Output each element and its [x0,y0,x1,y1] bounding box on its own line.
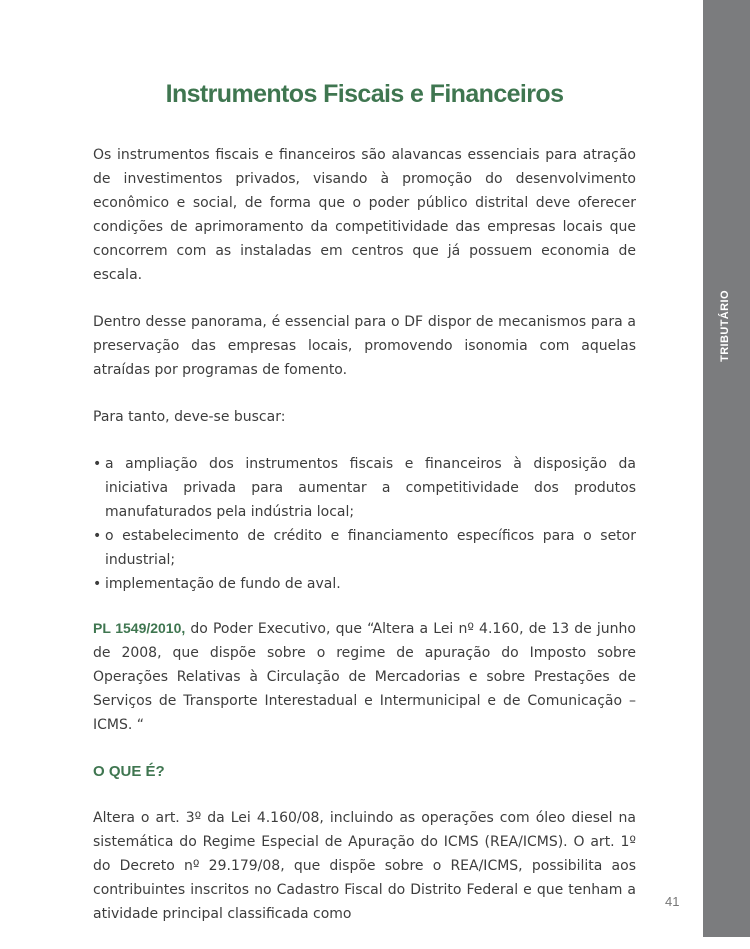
list-item: • implementação de fundo de aval. [93,572,636,596]
list-item: • a ampliação dos instrumentos fiscais e financeiros à disposição da iniciativa privada para aumentar a competitividade dos produtos manufaturados pela indústria local; [93,452,636,524]
section-tab [711,292,739,360]
paragraph-lead-in: Para tanto, deve-se buscar: [93,409,286,425]
body-content [93,143,636,949]
paragraph-intro: Os instrumentos fiscais e financeiros são alavancas essenciais para atração de investimentos privados, visando à promoção do desenvolvimento econômico e social, de forma que o poder público distrital deve oferecer condições de aprimoramento da competitividade das empresas locais que concorrem com as instaladas em centros que já possuem economia de escala. [93,147,636,283]
bill-code: PL 1549/2010, [93,620,186,636]
page-number: 41 [665,894,680,909]
bill-paragraph [93,616,636,737]
section-sidebar [703,0,750,937]
list-item: • o estabelecimento de crédito e financiamento específicos para o setor industrial; [93,524,636,572]
goals-list [93,452,636,596]
paragraph-panorama: Dentro desse panorama, é essencial para o DF dispor de mecanismos para a preservação das empresas locais, promovendo isonomia com aquelas atraídas por programas de fomento. [93,314,636,378]
paragraph-closing: Altera o art. 3º da Lei 4.160/08, incluindo as operações com óleo diesel na sistemática do Regime Especial de Apuração do ICMS (REA/ICMS). O art. 1º do Decreto nº 29.179/08, que dispõe sobre o REA/ICMS, possibilita aos contribuintes inscritos no Cadastro Fiscal do Distrito Federal e que tenham a atividade principal classificada como [93,810,636,922]
section-subheading: O QUE É? [93,763,165,780]
section-tab-label: TRIBUTÁRIO [719,290,732,362]
page-title: Instrumentos Fiscais e Financeiros [165,80,564,108]
bill-description: do Poder Executivo, que “Altera a Lei nº 4.160, de 13 de junho de 2008, que dispõe sobre o regime de apuração do Imposto sobre Operações Relativas à Circulação de Mercadorias e sobre Prestações de Serviços de Transporte Interestadual e Intermunicipal e de Comunicação – ICMS. “ [93,621,636,733]
